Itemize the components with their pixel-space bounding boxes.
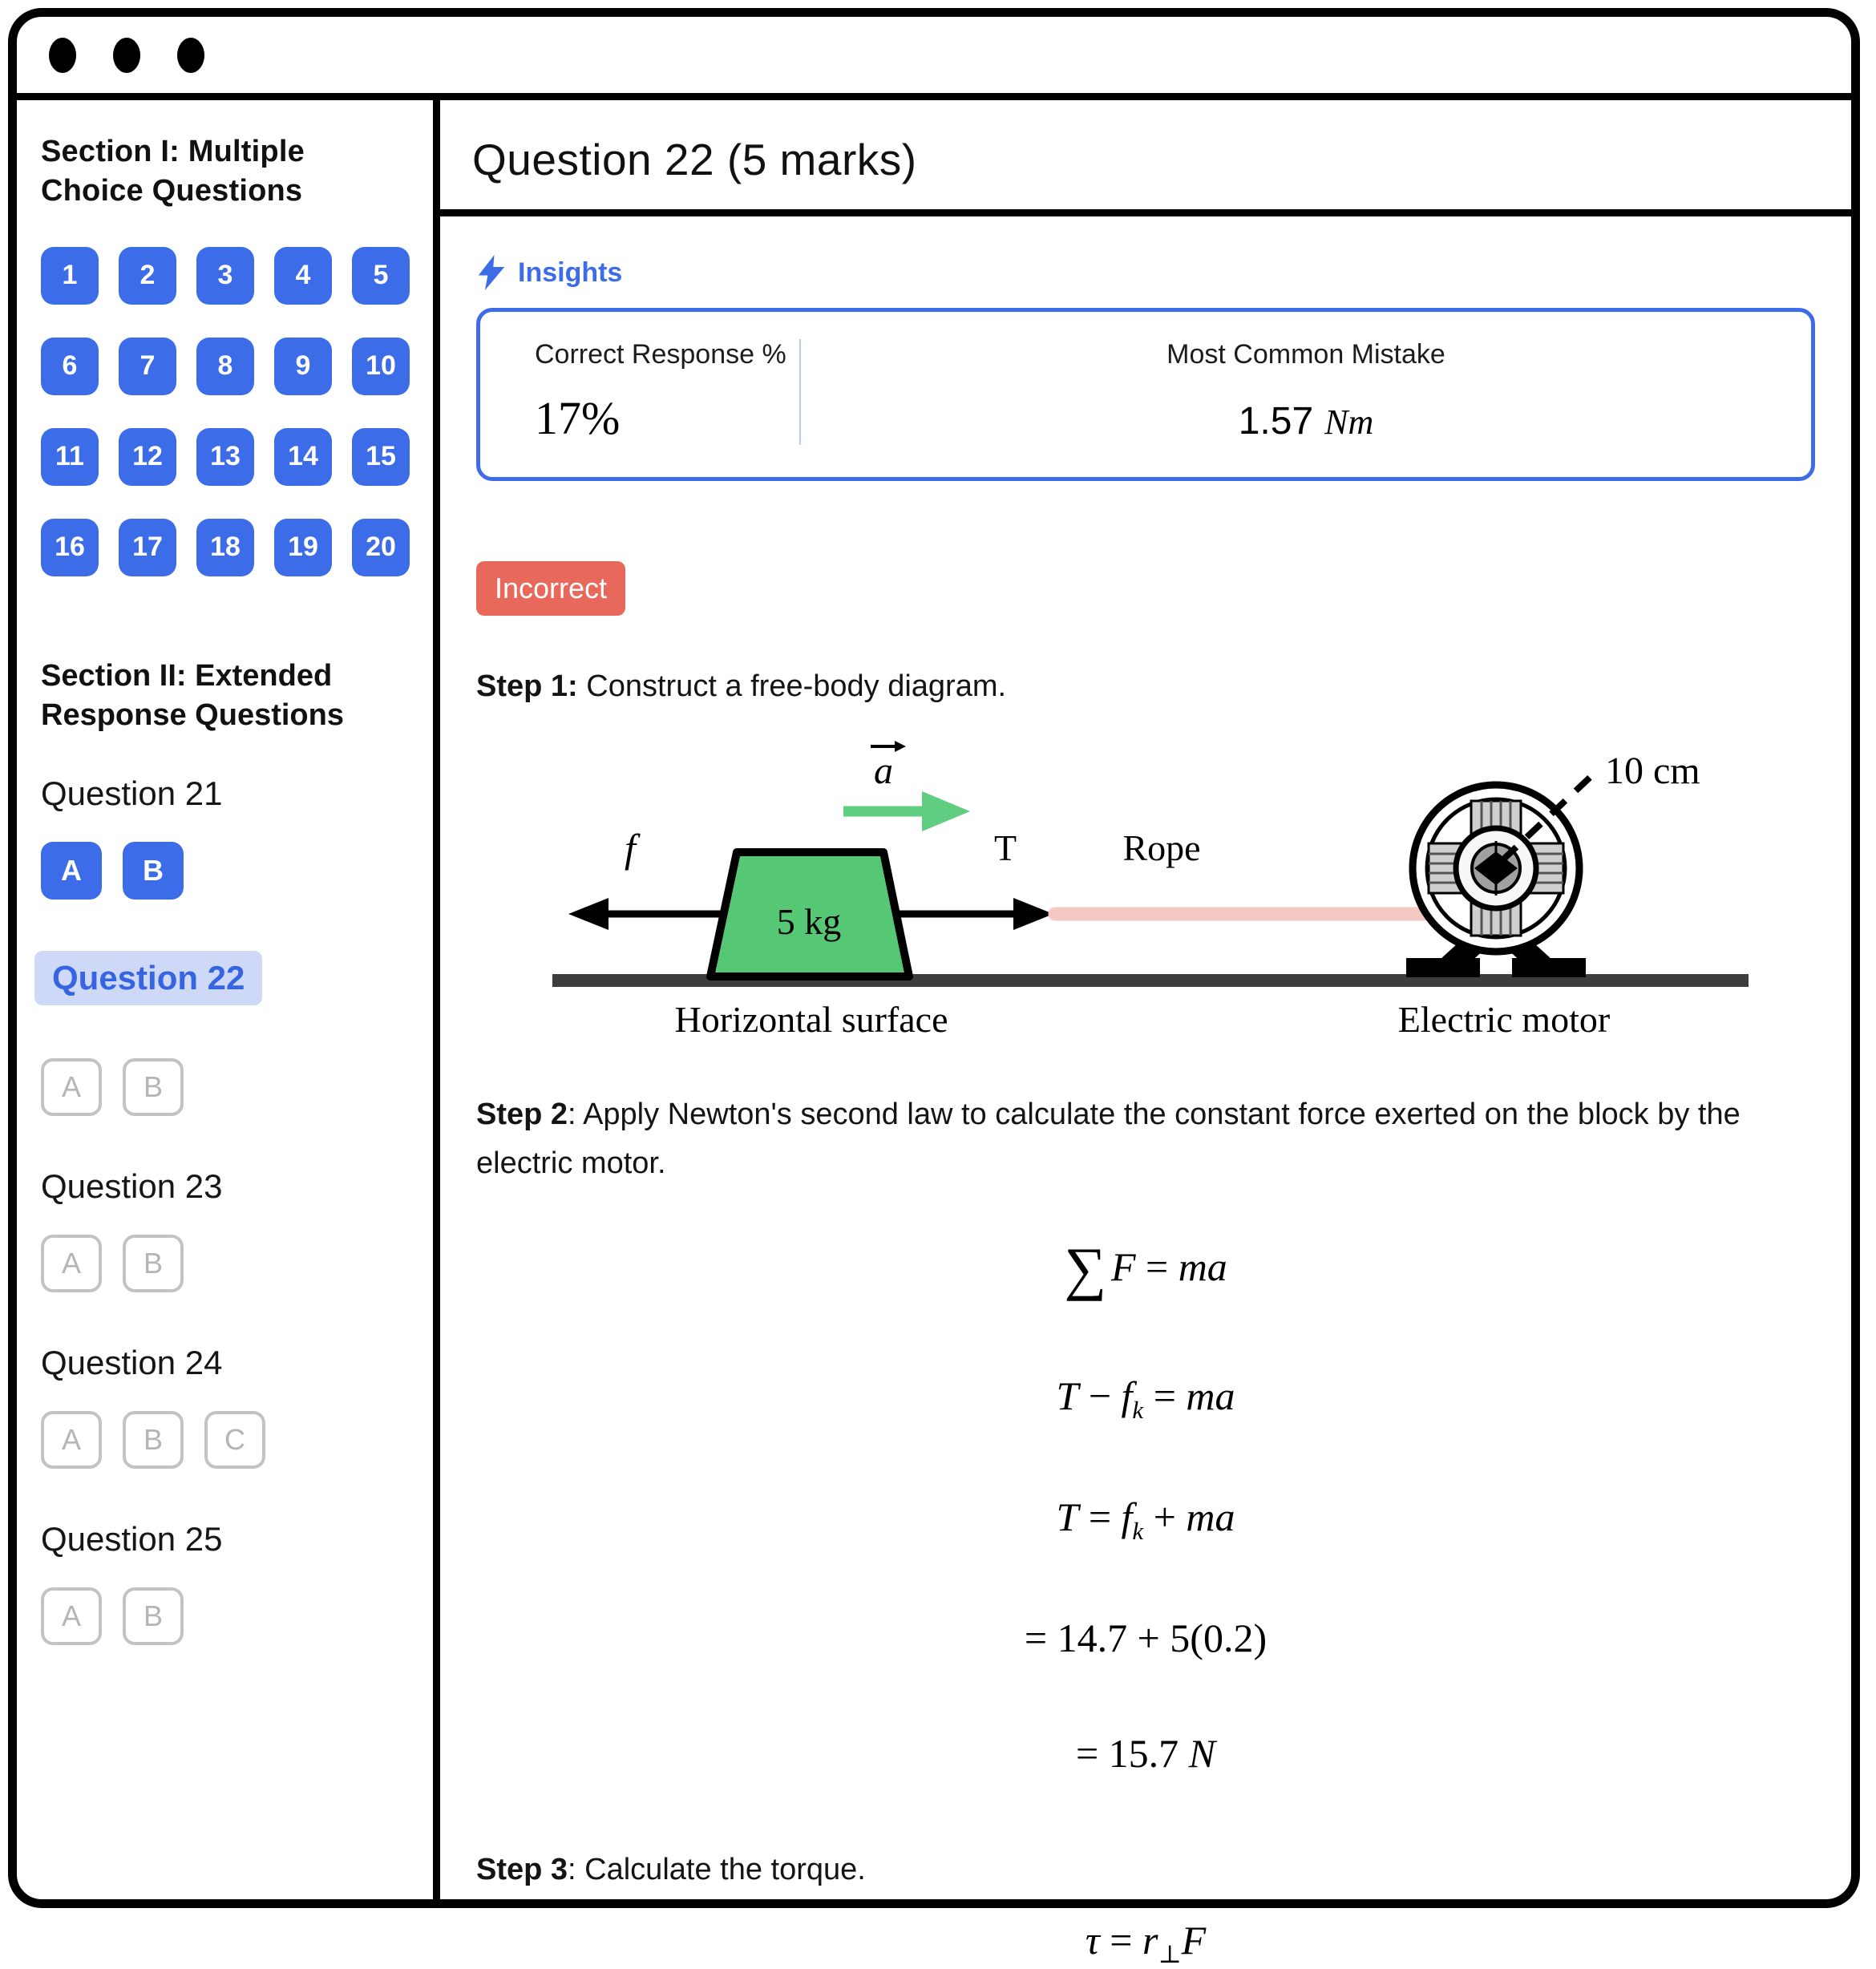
acceleration-arrow	[843, 791, 970, 831]
step-2-text: Step 2: Apply Newton's second law to calculate the constant force exerted on the block by the electric motor.	[476, 1097, 1741, 1180]
insights-header	[478, 255, 1815, 290]
sidebar-item-question-25[interactable]: Question 25	[41, 1519, 223, 1558]
question-nav-button[interactable]: 15	[352, 428, 410, 486]
window-titlebar	[17, 17, 1851, 100]
sidebar-item-question-23[interactable]: Question 23	[41, 1166, 223, 1205]
metric-label: Most Common Mistake	[1166, 339, 1445, 370]
question-nav-button[interactable]: 20	[352, 519, 410, 576]
mistake-unit: Nm	[1324, 402, 1374, 442]
motor-label: Electric motor	[1397, 998, 1611, 1040]
surface-label: Horizontal surface	[674, 998, 948, 1040]
status-badge: Incorrect	[476, 561, 625, 616]
question-part-button[interactable]: B	[123, 1058, 184, 1116]
section2-title: Section II: Extended Response Questions	[41, 658, 344, 733]
question-part-button[interactable]: B	[123, 842, 184, 900]
question-nav-button[interactable]: 12	[119, 428, 176, 486]
tension-arrow	[889, 898, 1053, 930]
equation-tension-solved: $T = f_k$ + ma	[1056, 1494, 1235, 1546]
window-control-dot[interactable]	[113, 38, 140, 73]
metric-value	[801, 391, 1811, 445]
mcq-number-grid	[41, 247, 410, 576]
window-control-dot[interactable]	[49, 38, 76, 73]
question-nav-button[interactable]: 19	[274, 519, 332, 576]
question-nav-button[interactable]: 10	[352, 338, 410, 395]
friction-arrow	[568, 898, 725, 930]
question-part-button[interactable]: A	[41, 1411, 102, 1469]
question-nav-button[interactable]: 9	[274, 338, 332, 395]
svg-text:a: a	[874, 749, 893, 792]
question-part-button[interactable]: B	[123, 1235, 184, 1292]
question-nav-button[interactable]: 2	[119, 247, 176, 305]
window-control-dot[interactable]	[177, 38, 204, 73]
insights-label: Insights	[518, 257, 623, 288]
question-part-button[interactable]: B	[123, 1411, 184, 1469]
lightning-bolt-icon	[478, 255, 505, 290]
insights-panel	[476, 308, 1815, 481]
question-part-button[interactable]: C	[204, 1411, 265, 1469]
metric-value: 17%	[535, 392, 621, 444]
question-nav-button[interactable]: 16	[41, 519, 99, 576]
question-part-button[interactable]: A	[41, 1587, 102, 1645]
question-nav-button[interactable]: 14	[274, 428, 332, 486]
metric-common-mistake	[801, 339, 1811, 445]
acceleration-label	[871, 741, 906, 792]
mistake-value: 1.57	[1238, 400, 1314, 443]
sidebar-item-question-24[interactable]: Question 24	[41, 1343, 223, 1381]
question-nav-button[interactable]: 3	[196, 247, 254, 305]
free-body-diagram	[476, 734, 1815, 1058]
question-part-button[interactable]: B	[123, 1587, 184, 1645]
metric-correct-response	[480, 339, 801, 445]
question-nav-sidebar	[17, 100, 440, 1899]
question-nav-button[interactable]: 4	[274, 247, 332, 305]
question-nav-button[interactable]: 5	[352, 247, 410, 305]
equation-torque: $\tau = r_\perp F$	[1085, 1918, 1207, 1969]
friction-label: f	[625, 825, 636, 871]
question-nav-button[interactable]: 6	[41, 338, 99, 395]
question-nav-button[interactable]: 18	[196, 519, 254, 576]
page-title: Question 22 (5 marks)	[472, 135, 917, 184]
step-3-text: Step 3: Calculate the torque.	[476, 1853, 866, 1887]
sidebar-item-question-22-active[interactable]: Question 22	[34, 951, 262, 1005]
sidebar-item-question-21[interactable]: Question 21	[41, 774, 223, 812]
question-part-button[interactable]: A	[41, 1235, 102, 1292]
question-nav-button[interactable]: 11	[41, 428, 99, 486]
question-header	[440, 100, 1851, 216]
app-window	[8, 8, 1860, 1969]
rope-label: Rope	[1122, 827, 1201, 868]
equation-result: = 15.7 N	[1075, 1731, 1216, 1777]
tension-label: T	[993, 827, 1017, 868]
electric-motor	[1406, 785, 1586, 977]
question-nav-button[interactable]: 7	[119, 338, 176, 395]
question-part-button[interactable]: A	[41, 1058, 102, 1116]
question-nav-button[interactable]: 1	[41, 247, 99, 305]
equation-newton-sum: ∑ F = ma	[1064, 1236, 1227, 1303]
question-detail-pane	[440, 100, 1851, 1969]
equation-substitution: = 14.7 + 5(0.2)	[1024, 1615, 1268, 1661]
question-nav-button[interactable]: 13	[196, 428, 254, 486]
radius-label: 10 cm	[1605, 749, 1700, 792]
question-nav-button[interactable]: 17	[119, 519, 176, 576]
mass-label: 5 kg	[776, 900, 842, 942]
metric-label: Correct Response %	[535, 339, 786, 370]
question-part-button[interactable]: A	[41, 842, 102, 900]
equation-tension-minus-friction: $T - f_k$ = ma	[1056, 1373, 1235, 1425]
section1-title: Section I: Multiple Choice Questions	[41, 135, 305, 208]
question-body	[440, 216, 1851, 1969]
worked-equations	[556, 1235, 1735, 1777]
question-nav-button[interactable]: 8	[196, 338, 254, 395]
step-1-text: Step 1: Construct a free-body diagram.	[476, 669, 1007, 703]
